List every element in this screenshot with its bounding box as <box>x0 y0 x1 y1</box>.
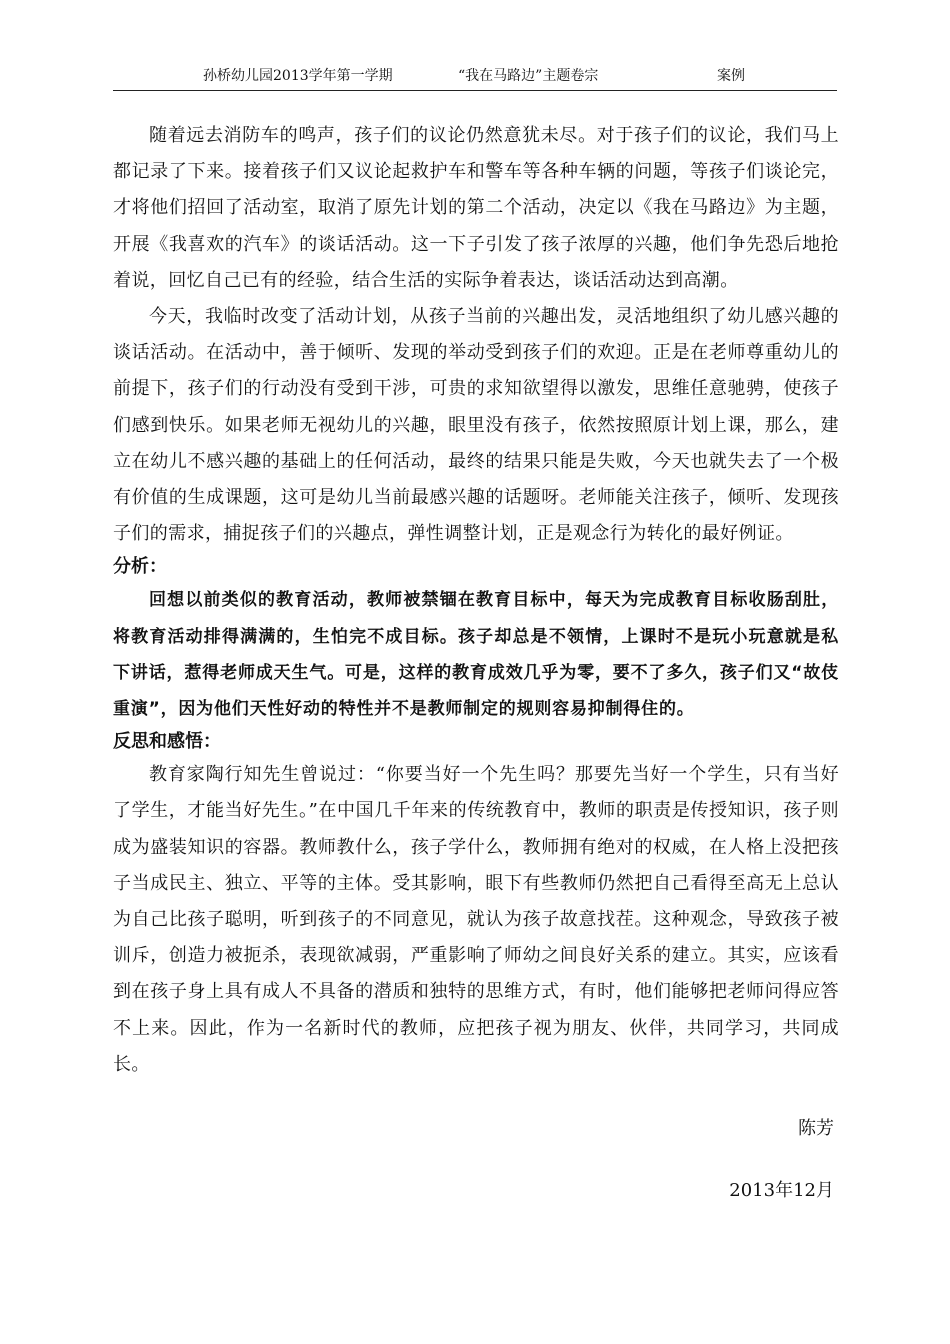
heading-analysis: 分析： <box>113 556 167 578</box>
page-header <box>113 64 837 91</box>
document-body <box>113 118 839 1083</box>
header-theme: “我在马路边”主题卷宗 <box>458 68 599 84</box>
document-date: 2013年12月 <box>729 1180 834 1201</box>
header-school-term: 孙桥幼儿园2013学年第一学期 <box>203 68 393 84</box>
paragraph-2: 今天，我临时改变了活动计划，从孩子当前的兴趣出发，灵活地组织了幼儿感兴趣的谈话活动。在活动中，善于倾听、发现的举动受到孩子们的欢迎。正是在老师尊重幼儿的前提下，孩子们的行动没有受到干涉，可贵的求知欲望得以激发，思维任意驰骋，使孩子们感到快乐。如果老师无视幼儿的兴趣，眼里没有孩子，依然按照原计划上课，那么，建立在幼儿不感兴趣的基础上的任何活动，最终的结果只能是失败，今天也就失去了一个极有价值的生成课题，这可是幼儿当前最感兴趣的话题呀。老师能关注孩子，倾听、发现孩子们的需求，捕捉孩子们的兴趣点，弹性调整计划，正是观念行为转化的最好例证。 <box>113 306 839 545</box>
paragraph-analysis: 回想以前类似的教育活动，教师被禁锢在教育目标中，每天为完成教育目标收肠刮肚，将教育活动排得满满的，生怕完不成目标。孩子却总是不领情，上课时不是玩小玩意就是私下讲话，惹得老师成天生气。可是，这样的教育成效几乎为零，要不了多久，孩子们又“故伎重演”，因为他们天性好动的特性并不是教师制定的规则容易抑制得住的。 <box>113 590 839 720</box>
header-doc-type: 案例 <box>717 68 745 84</box>
paragraph-1: 随着远去消防车的鸣声，孩子们的议论仍然意犹未尽。对于孩子们的议论，我们马上都记录了下来。接着孩子们又议论起救护车和警车等各种车辆的问题，等孩子们谈论完，才将他们招回了活动室，取消了原先计划的第二个活动，决定以《我在马路边》为主题，开展《我喜欢的汽车》的谈话活动。这一下子引发了孩子浓厚的兴趣，他们争先恐后地抢着说，回忆自己已有的经验，结合生活的实际争着表达，谈话活动达到高潮。 <box>113 125 839 291</box>
paragraph-reflection: 教育家陶行知先生曾说过：“你要当好一个先生吗？那要先当好一个学生，只有当好了学生，才能当好先生。”在中国几千年来的传统教育中，教师的职责是传授知识，孩子则成为盛装知识的容器。教师教什么，孩子学什么，教师拥有绝对的权威，在人格上没把孩子当成民主、独立、平等的主体。受其影响，眼下有些教师仍然把自己看得至高无上总认为自己比孩子聪明，听到孩子的不同意见，就认为孩子故意找茬。这种观念，导致孩子被训斥，创造力被扼杀，表现欲减弱，严重影响了师幼之间良好关系的建立。其实，应该看到在孩子身上具有成人不具备的潜质和独特的思维方式，有时，他们能够把老师问得应答不上来。因此，作为一名新时代的教师，应把孩子视为朋友、伙伴，共同学习，共同成长。 <box>113 764 839 1075</box>
author-signature: 陈芳 <box>798 1118 834 1139</box>
heading-reflection: 反思和感悟： <box>113 731 221 753</box>
